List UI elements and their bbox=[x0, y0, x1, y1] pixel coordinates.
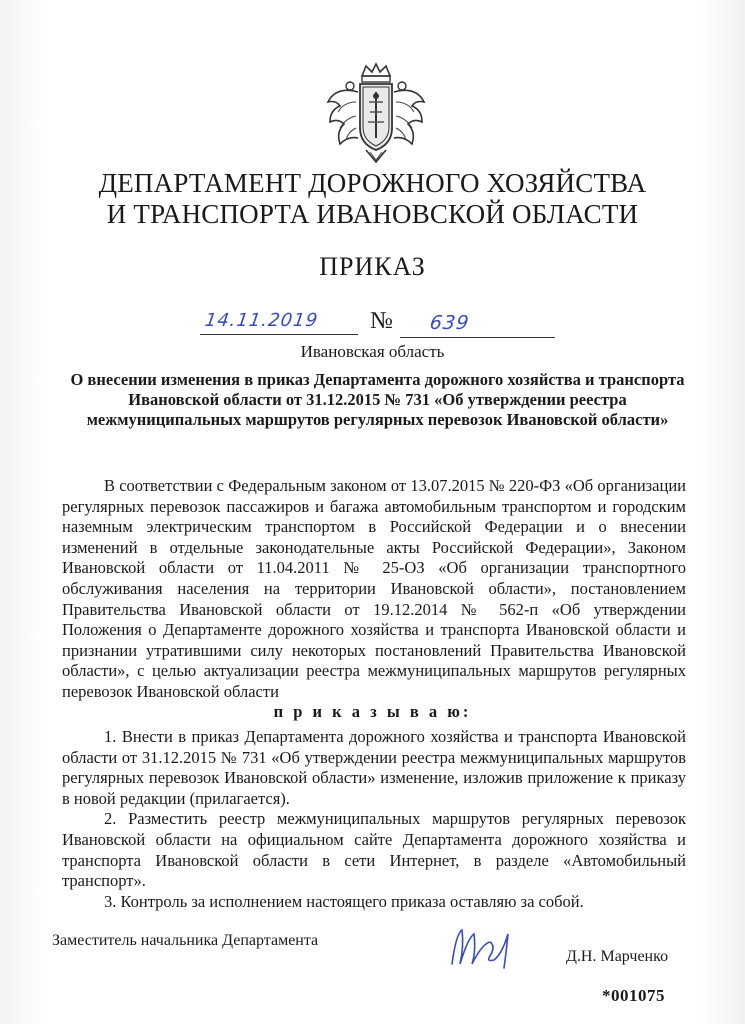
handwritten-signature-icon bbox=[446, 924, 516, 970]
preamble bbox=[62, 476, 686, 703]
order-item-1: 1. Внести в приказ Департамента дорожного хозяйства и транспорта Ивановской области от 31.12.2015 № 731 «Об утверждении реестра межмуниципальных маршрутов регулярных перевозок Ивановской области» изменение, изложив приложение к приказу в новой редакции (прилагается). bbox=[62, 727, 686, 808]
department-name-line1: ДЕПАРТАМЕНТ ДОРОЖНОГО ХОЗЯЙСТВА bbox=[98, 168, 647, 198]
number-sign: № bbox=[370, 308, 393, 334]
order-word: п р и к а з ы в а ю: bbox=[273, 702, 472, 721]
order-item-3: 3. Контроль за исполнением настоящего приказа оставляю за собой. bbox=[104, 891, 584, 911]
document-serial-number: *001075 bbox=[602, 986, 665, 1005]
signer-position: Заместитель начальника Департамента bbox=[52, 932, 319, 949]
document-type: ПРИКАЗ bbox=[319, 252, 426, 281]
order-date: 14.11.2019 bbox=[203, 310, 320, 331]
order-items bbox=[62, 727, 686, 912]
department-name-line2: И ТРАНСПОРТА ИВАНОВСКОЙ ОБЛАСТИ bbox=[106, 199, 639, 229]
preamble-text: В соответствии с Федеральным законом от 13.07.2015 № 220-ФЗ «Об организации регулярных перевозок пассажиров и багажа автомобильным транспортом и городским наземным электрическим транспортом в Российской Федерации и о внесении изменений в отдельные законодательные акты Российской Федерации», Законом Ивановской области от 11.04.2011 № 25-ОЗ «Об организации транспортного обслуживания населения на территории Ивановской области», постановлением Правительства Ивановской области от 19.12.2014 № 562-п «Об утверждении Положения о Департаменте дорожного хозяйства и транспорта Ивановской области и признании утратившими силу некоторых постановлений Правительства Ивановской области», с целью актуализации реестра межмуниципальных маршрутов регулярных перевозок Ивановской области bbox=[62, 476, 686, 701]
order-number: 639 bbox=[428, 312, 471, 334]
signer-name: Д.Н. Марченко bbox=[566, 948, 669, 965]
date-underline bbox=[200, 334, 358, 335]
number-underline bbox=[400, 337, 555, 338]
ivanovo-coat-of-arms-icon bbox=[322, 62, 430, 166]
order-title: О внесении изменения в приказ Департамента дорожного хозяйства и транспорта Ивановской области от 31.12.2015 № 731 «Об утверждении реестра межмуниципальных маршрутов регулярных перевозок Ивановской области» bbox=[70, 370, 685, 429]
region-label: Ивановская область bbox=[300, 342, 445, 361]
order-item-2: 2. Разместить реестр межмуниципальных маршрутов регулярных перевозок Ивановской области на официальном сайте Департамента дорожного хозяйства и транспорта Ивановской области в сети Интернет, в разделе «Автомобильный транспорт». bbox=[62, 809, 686, 891]
